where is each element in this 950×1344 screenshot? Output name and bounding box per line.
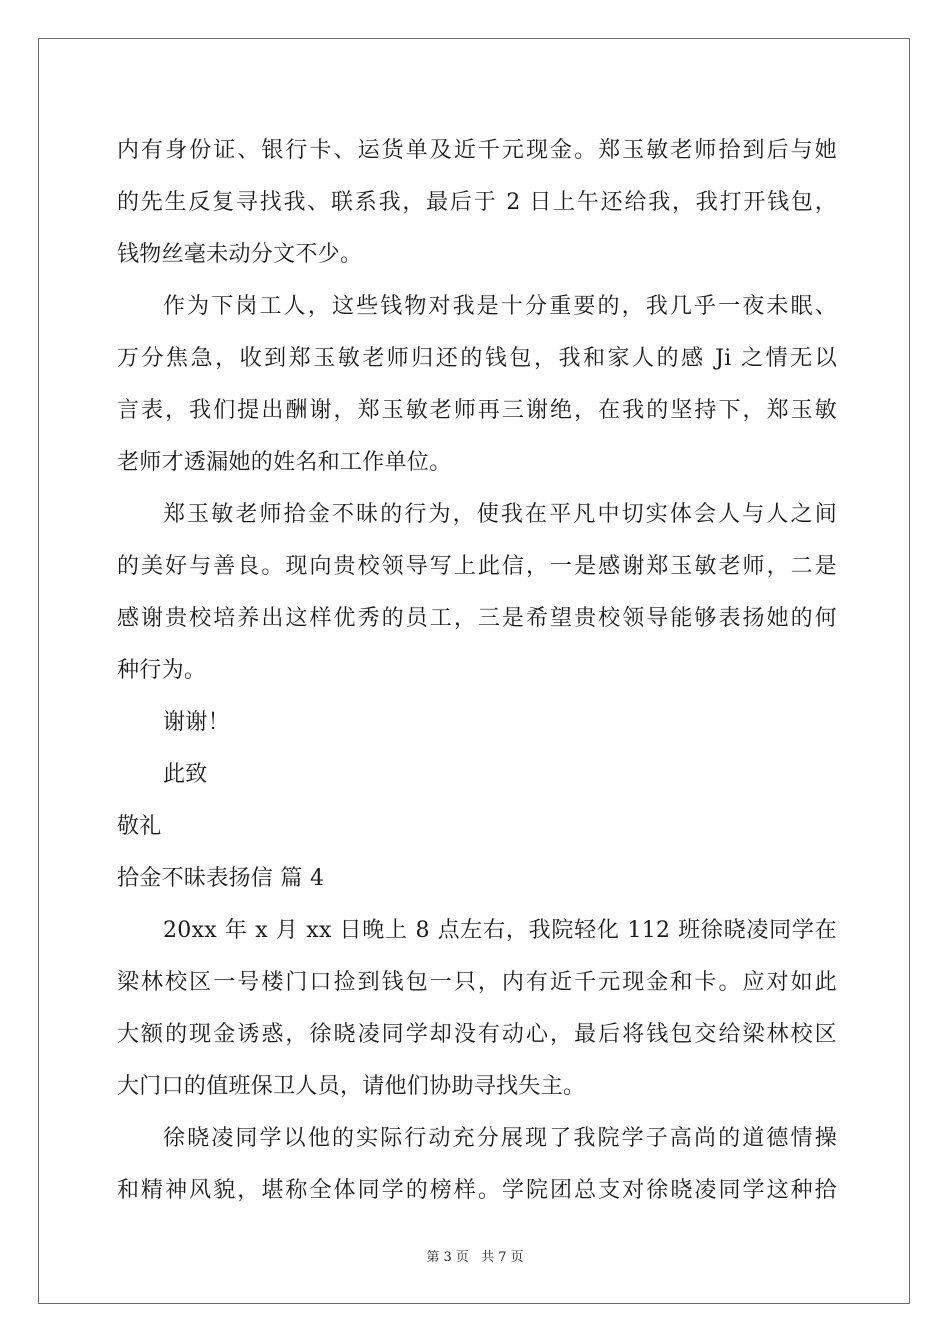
page-footer bbox=[0, 1246, 950, 1265]
text-line: 的先生反复寻找我、联系我，最后于 2 日上午还给我，我打开钱包， bbox=[117, 190, 837, 215]
text-line: 老师才透漏她的姓名和工作单位。 bbox=[117, 450, 452, 475]
page-number: 第 3 页 bbox=[426, 1250, 469, 1265]
text-line: 敬礼 bbox=[117, 814, 162, 839]
text-line: 大额的现金诱惑，徐晓凌同学却没有动心，最后将钱包交给梁林校区 bbox=[117, 1022, 837, 1047]
text-line: 和精神风貌，堪称全体同学的榜样。学院团总支对徐晓凌同学这种拾 bbox=[117, 1178, 837, 1203]
text-line: 谢谢！ bbox=[163, 710, 230, 735]
text-line: 20xx 年 x 月 xx 日晚上 8 点左右，我院轻化 112 班徐晓凌同学在 bbox=[163, 918, 837, 943]
text-line: 言表，我们提出酬谢，郑玉敏老师再三谢绝，在我的坚持下，郑玉敏 bbox=[117, 398, 837, 423]
text-line: 感谢贵校培养出这样优秀的员工，三是希望贵校领导能够表扬她的何 bbox=[117, 606, 837, 631]
text-line: 种行为。 bbox=[117, 658, 207, 683]
document-body bbox=[117, 125, 837, 1217]
page-total: 共 7 页 bbox=[481, 1250, 524, 1265]
section-heading: 拾金不昧表扬信 篇 4 bbox=[117, 866, 325, 891]
text-line: 作为下岗工人，这些钱物对我是十分重要的，我几乎一夜未眠、 bbox=[163, 294, 837, 319]
text-line: 的美好与善良。现向贵校领导写上此信，一是感谢郑玉敏老师，二是 bbox=[117, 554, 837, 579]
text-line: 此致 bbox=[163, 762, 208, 787]
text-line: 钱物丝毫未动分文不少。 bbox=[117, 242, 363, 267]
text-line: 徐晓凌同学以他的实际行动充分展现了我院学子高尚的道德情操 bbox=[163, 1126, 837, 1151]
text-line: 大门口的值班保卫人员，请他们协助寻找失主。 bbox=[117, 1074, 586, 1099]
text-line: 郑玉敏老师拾金不昧的行为，使我在平凡中切实体会人与人之间 bbox=[163, 502, 837, 527]
text-line: 万分焦急，收到郑玉敏老师归还的钱包，我和家人的感 Ji 之情无以 bbox=[117, 346, 837, 371]
text-line: 梁林校区一号楼门口捡到钱包一只，内有近千元现金和卡。应对如此 bbox=[117, 970, 837, 995]
text-line: 内有身份证、银行卡、运货单及近千元现金。郑玉敏老师拾到后与她 bbox=[117, 138, 837, 163]
